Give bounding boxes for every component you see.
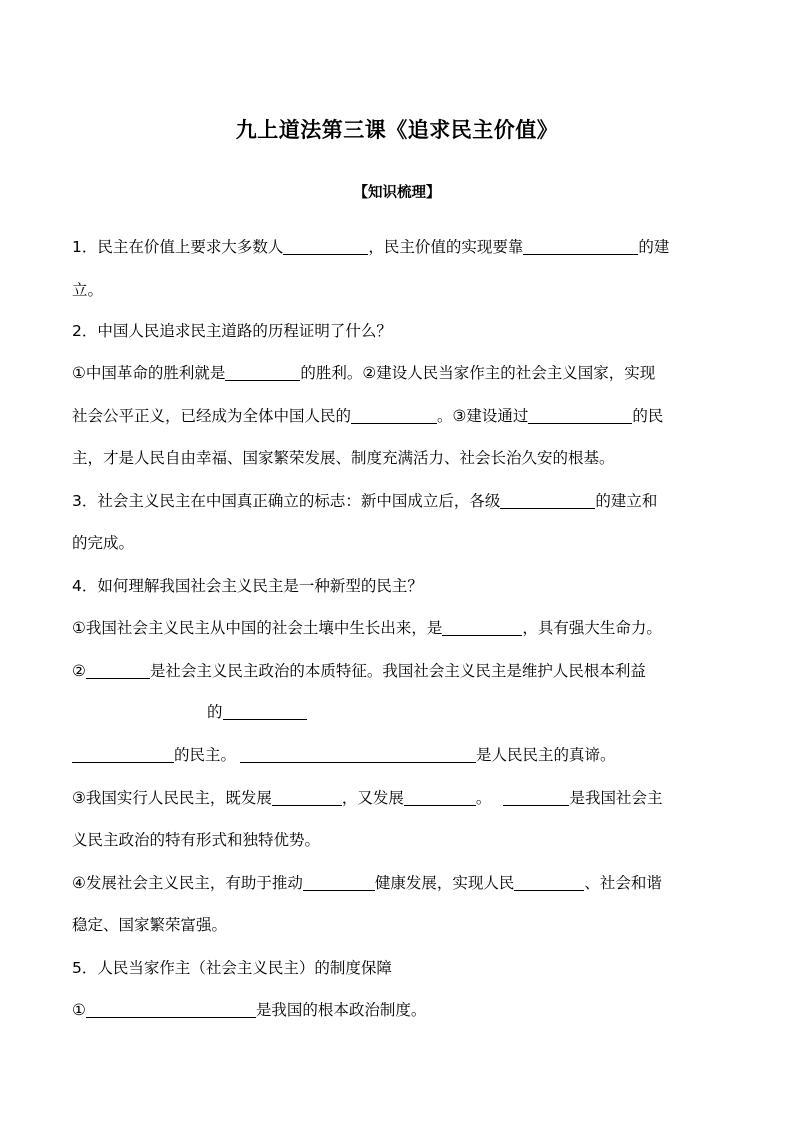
- answer-blank[interactable]: [351, 406, 437, 424]
- question-4-line-3: [207, 700, 307, 722]
- text: 的: [207, 703, 223, 721]
- question-2-line-2: [72, 404, 663, 426]
- text: 4．如何理解我国社会主义民主是一种新型的民主？: [72, 577, 423, 595]
- answer-blank[interactable]: [442, 618, 522, 636]
- text: 健康发展，实现人民: [374, 874, 515, 892]
- text: 立。: [72, 281, 104, 299]
- answer-blank[interactable]: [528, 406, 632, 424]
- question-4-line-2: [72, 659, 646, 681]
- question-4-line-8: [72, 913, 227, 935]
- answer-blank[interactable]: [503, 788, 569, 806]
- answer-blank[interactable]: [303, 873, 375, 891]
- text: ②: [72, 662, 86, 680]
- text: 义民主政治的特有形式和独特优势。: [72, 831, 321, 849]
- text: ①: [72, 1001, 86, 1019]
- question-4-line-6: [72, 828, 320, 850]
- question-1-line-1: [72, 235, 669, 257]
- answer-blank[interactable]: [283, 237, 368, 255]
- text: 。③建设通过: [437, 407, 529, 425]
- text: 主，才是人民自由幸福、国家繁荣发展、制度充满活力、社会长治久安的根基。: [72, 449, 615, 467]
- question-2-line-1: [72, 361, 655, 383]
- text: 是社会主义民主政治的本质特征。我国社会主义民主是维护人民根本利益: [149, 662, 646, 680]
- answer-blank[interactable]: [272, 788, 342, 806]
- answer-blank[interactable]: [500, 491, 595, 509]
- text: 社会公平正义，已经成为全体中国人民的: [72, 407, 352, 425]
- answer-blank[interactable]: [72, 745, 174, 763]
- text: ，又发展: [341, 789, 404, 807]
- answer-blank[interactable]: [223, 702, 307, 720]
- text: 是人民民主的真谛。: [476, 746, 616, 764]
- question-4-line-7: [72, 871, 662, 893]
- question-1-line-2: [72, 278, 103, 300]
- text: 稳定、国家繁荣富强。: [72, 916, 228, 934]
- question-4-line-4: [72, 743, 616, 765]
- text: 。: [475, 789, 492, 807]
- answer-blank[interactable]: [86, 1000, 256, 1018]
- text: 的建立和: [595, 492, 658, 510]
- answer-blank[interactable]: [240, 745, 476, 763]
- question-2-line-3: [72, 446, 615, 468]
- question-4-line-1: [72, 616, 662, 638]
- question-2-heading: [72, 319, 392, 341]
- question-3-line-1: [72, 489, 657, 511]
- text: 5．人民当家作主（社会主义民主）的制度保障: [72, 959, 392, 977]
- text: 是我国的根本政治制度。: [255, 1001, 427, 1019]
- answer-blank[interactable]: [86, 661, 150, 679]
- text: ①我国社会主义民主从中国的社会土壤中生长出来，是: [72, 619, 443, 637]
- text: 的民主。: [174, 746, 237, 764]
- answer-blank[interactable]: [225, 363, 300, 381]
- text: 2．中国人民追求民主道路的历程证明了什么？: [72, 322, 392, 340]
- text: 3．社会主义民主在中国真正确立的标志：新中国成立后，各级: [72, 492, 501, 510]
- text: ，民主价值的实现要靠: [368, 238, 524, 256]
- text: 的民: [632, 407, 664, 425]
- text: ①中国革命的胜利就是: [72, 364, 226, 382]
- answer-blank[interactable]: [404, 788, 476, 806]
- section-heading: 【知识梳理】: [353, 185, 441, 201]
- question-5-heading: [72, 956, 392, 978]
- text: 的建: [638, 238, 670, 256]
- question-5-line-1: [72, 998, 426, 1020]
- question-3-line-2: [72, 531, 134, 553]
- text: ，具有强大生命力。: [522, 619, 662, 637]
- document-title: 九上道法第三课《追求民主价值》: [235, 118, 559, 142]
- text: 的胜利。②建设人民当家作主的社会主义国家，实现: [300, 364, 656, 382]
- answer-blank[interactable]: [514, 873, 584, 891]
- text: ③我国实行人民民主，既发展: [72, 789, 272, 807]
- text: 的完成。: [72, 534, 135, 552]
- text: ④发展社会主义民主，有助于推动: [72, 874, 303, 892]
- question-4-heading: [72, 574, 423, 596]
- text: 1．民主在价值上要求大多数人: [72, 238, 284, 256]
- answer-blank[interactable]: [523, 237, 638, 255]
- text: 是我国社会主: [569, 789, 663, 807]
- question-4-line-5: [72, 786, 662, 808]
- text: 、社会和谐: [584, 874, 662, 892]
